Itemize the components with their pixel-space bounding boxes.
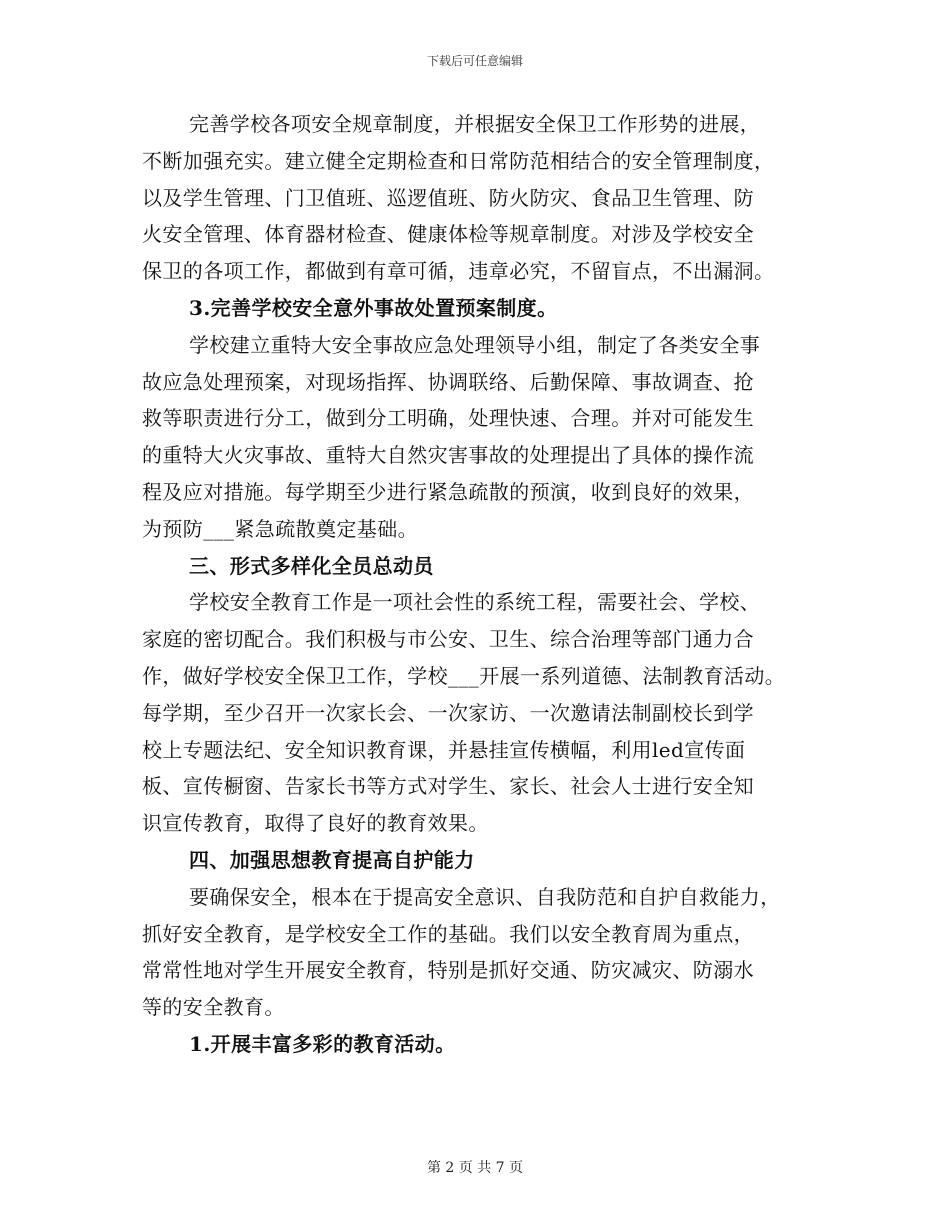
paragraph-line: 家庭的密切配合。我们积极与市公安、卫生、综合治理等部门通力合 bbox=[142, 627, 754, 652]
page-header: 下载后可任意编辑 bbox=[426, 54, 523, 68]
paragraph-line: 常常性地对学生开展安全教育，特别是抓好交通、防灾减灾、防溺水 bbox=[142, 958, 754, 983]
paragraph-line: 保卫的各项工作，都做到有章可循，违章必究，不留盲点，不出漏洞。 bbox=[142, 259, 775, 284]
paragraph-line: 要确保安全，根本在于提高安全意识、自我防范和自护自救能力， bbox=[189, 884, 781, 909]
paragraph-line: 板、宣传橱窗、告家长书等方式对学生、家长、社会人士进行安全知 bbox=[142, 774, 754, 799]
paragraph-line: 学校建立重特大安全事故应急处理领导小组，制定了各类安全事 bbox=[189, 332, 761, 357]
section-heading: 三、形式多样化全员总动员 bbox=[189, 553, 434, 578]
paragraph-line: 程及应对措施。每学期至少进行紧急疏散的预演，收到良好的效果， bbox=[142, 479, 754, 504]
section-heading: 四、加强思想教育提高自护能力 bbox=[189, 847, 475, 872]
paragraph-line: 救等职责进行分工，做到分工明确，处理快速、合理。并对可能发生 bbox=[142, 406, 754, 431]
paragraph-line: 火安全管理、体育器材检查、健康体检等规章制度。对涉及学校安全 bbox=[142, 222, 754, 247]
paragraph-line: 为预防___紧急疏散奠定基础。 bbox=[142, 516, 418, 541]
paragraph-line: 每学期，至少召开一次家长会、一次家访、一次邀请法制副校长到学 bbox=[142, 700, 754, 725]
paragraph-line: 学校安全教育工作是一项社会性的系统工程，需要社会、学校、 bbox=[189, 590, 761, 615]
document-body bbox=[142, 106, 810, 1063]
paragraph-line: 以及学生管理、门卫值班、巡逻值班、防火防灾、食品卫生管理、防 bbox=[142, 185, 754, 210]
page-footer: 第 2 页 共 7 页 bbox=[426, 1160, 524, 1176]
paragraph-line: 识宣传教育，取得了良好的教育效果。 bbox=[142, 811, 489, 836]
paragraph-line: 完善学校各项安全规章制度，并根据安全保卫工作形势的进展， bbox=[189, 112, 761, 136]
section-heading: 3.完善学校安全意外事故处置预案制度。 bbox=[189, 295, 558, 320]
paragraph-line: 作，做好学校安全保卫工作，学校___开展一系列道德、法制教育活动。 bbox=[142, 663, 786, 688]
paragraph-line: 等的安全教育。 bbox=[142, 995, 285, 1020]
paragraph-line: 故应急处理预案，对现场指挥、协调联络、后勤保障、事故调查、抢 bbox=[142, 369, 754, 394]
paragraph-line: 抓好安全教育，是学校安全工作的基础。我们以安全教育周为重点， bbox=[142, 921, 754, 946]
section-heading: 1.开展丰富多彩的教育活动。 bbox=[189, 1031, 456, 1056]
paragraph-line: 的重特大火灾事故、重特大自然灾害事故的处理提出了具体的操作流 bbox=[142, 443, 754, 468]
paragraph-line: 不断加强充实。建立健全定期检查和日常防范相结合的安全管理制度， bbox=[142, 148, 775, 173]
paragraph-line: 校上专题法纪、安全知识教育课，并悬挂宣传横幅，利用led宣传面 bbox=[142, 737, 746, 762]
